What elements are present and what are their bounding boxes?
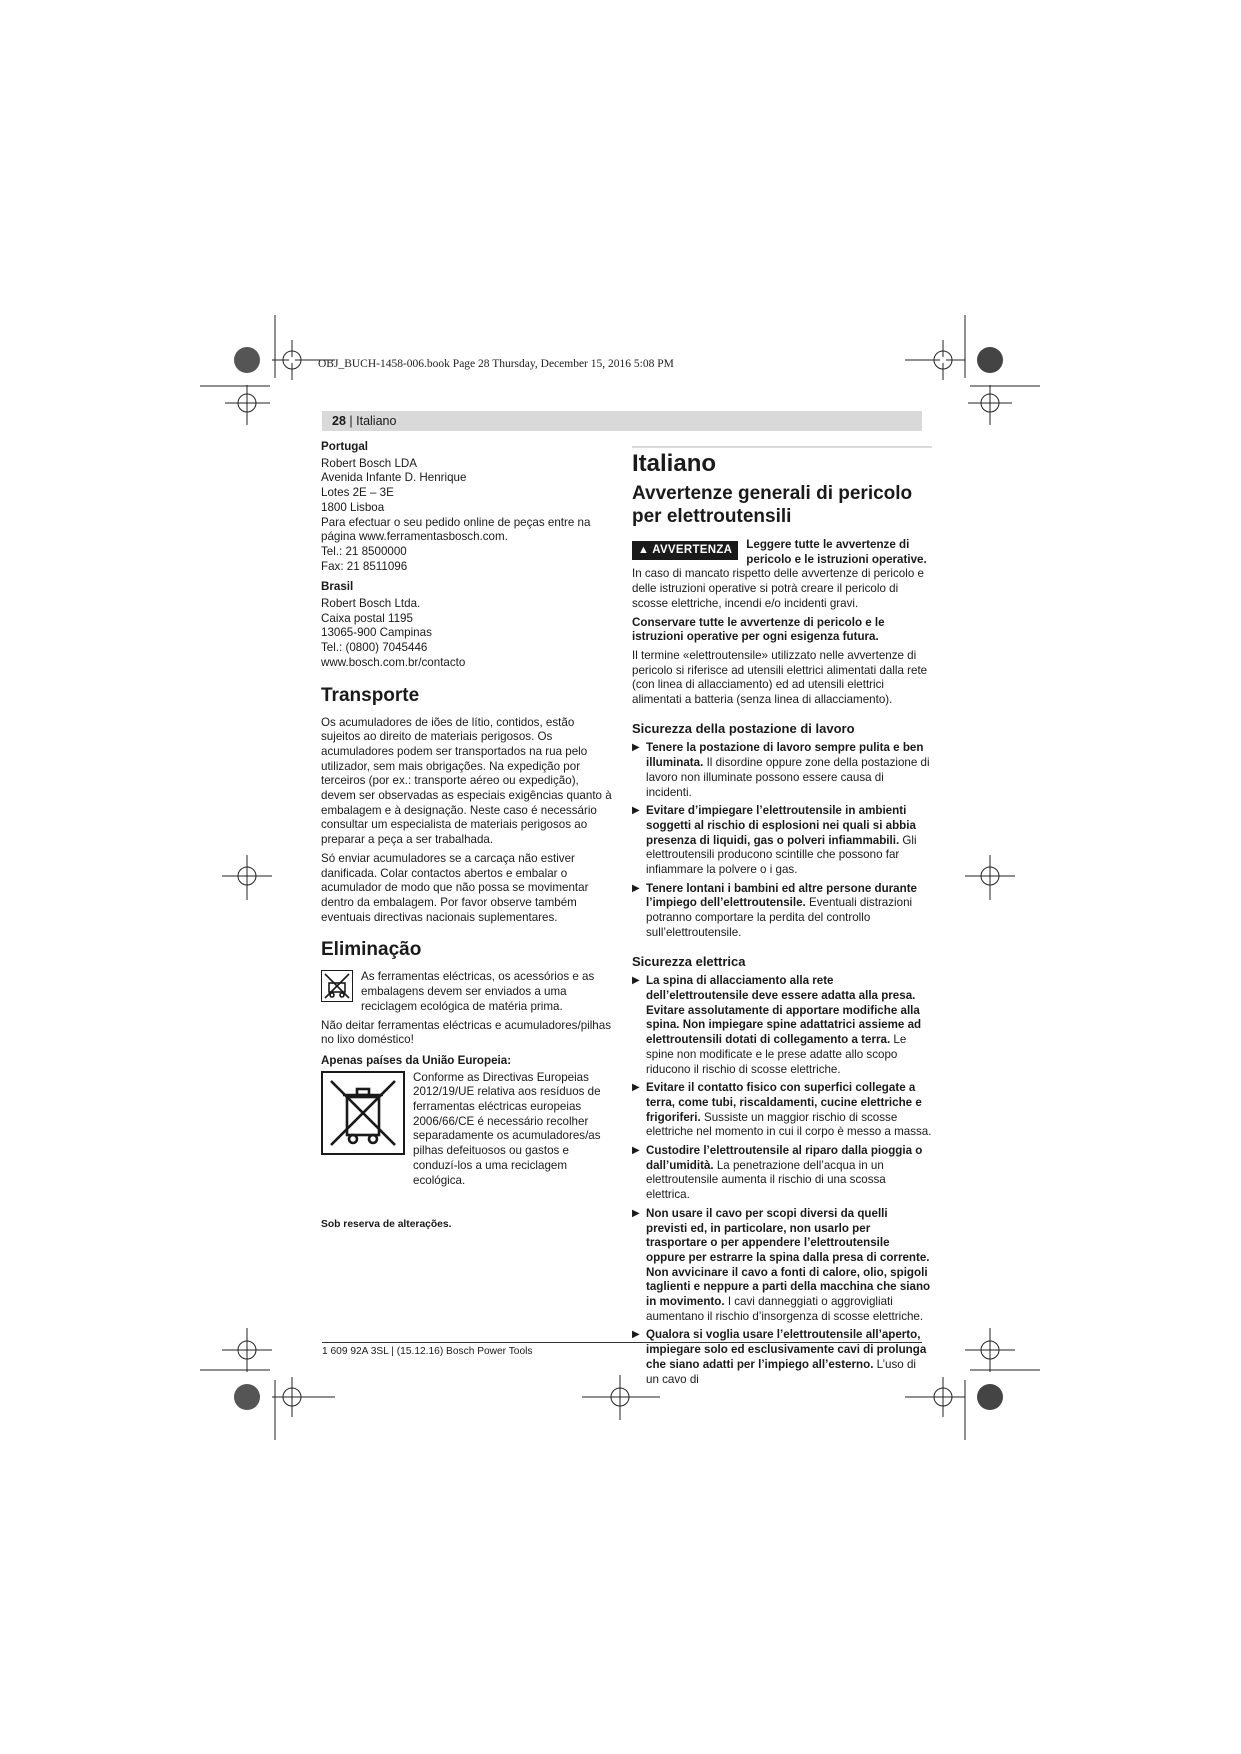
eu-heading: Apenas países da União Europeia: bbox=[321, 1053, 512, 1067]
item-bold: Non usare il cavo per scopi diversi da quelli previsti ed, in particolare, non usarlo per trasportare o per appendere l’elettroutensile oppure per estrarre la spina dalla presa di corrente. Non avvicinare il cavo a fonti di calore, olio, spigoli taglienti e neppure a parti della macchina che siano in movimento. bbox=[646, 1206, 931, 1309]
bullet-arrow-icon: ▶ bbox=[632, 1145, 640, 1157]
bullet-arrow-icon: ▶ bbox=[632, 742, 640, 754]
transporte-heading: Transporte bbox=[321, 684, 420, 706]
address-line: Robert Bosch LDA bbox=[321, 456, 418, 470]
avvertenze-heading: Avvertenze generali di pericolo per elettroutensili bbox=[632, 483, 913, 527]
left-column bbox=[321, 438, 613, 1233]
address-line: Lotes 2E – 3E bbox=[321, 486, 394, 500]
term-definition: Il termine «elettroutensile» utilizzato nelle avvertenze di pericolo si riferisce ad utensili elettrici alimentati dalla rete (con linea di allacciamento) ed ad utensili elettrici alimentati a batteria (senza linea di allacciamento). bbox=[632, 648, 928, 707]
work-area-heading: Sicurezza della postazione di lavoro bbox=[632, 720, 855, 736]
warning-text: In caso di mancato rispetto delle avvertenze di pericolo e delle istruzioni operative si potrà creare il pericolo di scosse elettriche, incendi e/o incidenti gravi. bbox=[632, 567, 924, 610]
eliminacao-paragraph-1: As ferramentas eléctricas, os acessórios e as embalagens devem ser enviados a uma reciclagem ecológica de matéria prima. bbox=[361, 970, 595, 1013]
address-line: www.bosch.com.br/contacto bbox=[321, 655, 466, 669]
page-footer: 1 609 92A 3SL | (15.12.16) Bosch Power Tools bbox=[322, 1346, 533, 1357]
item-bold: Evitare il contatto fisico con superfici collegate a terra, come tubi, riscaldamenti, cucine elettriche e frigoriferi. bbox=[646, 1081, 922, 1124]
eu-paragraph: Conforme as Directivas Europeias 2012/19/UE relativa aos resíduos de ferramentas eléctricas europeias 2006/66/CE é necessário recolher separadamente os acumuladores/as pilhas defeituosos ou gastos e conduzí-los a uma reciclagem ecológica. bbox=[413, 1070, 601, 1187]
bullet-arrow-icon: ▶ bbox=[632, 975, 640, 987]
address-line: Tel.: 21 8500000 bbox=[321, 544, 407, 558]
bullet-arrow-icon: ▶ bbox=[632, 1207, 640, 1219]
address-brasil bbox=[321, 597, 613, 671]
list-item bbox=[632, 804, 932, 878]
warning-triangle-icon: ▲ bbox=[638, 544, 650, 556]
keep-instructions: Conservare tutte le avvertenze di pericolo e le istruzioni operative per ogni esigenza futura. bbox=[632, 615, 885, 644]
address-line: Para efectuar o seu pedido online de peças entre na página www.ferramentasbosch.com. bbox=[321, 515, 591, 544]
list-item bbox=[632, 741, 932, 800]
address-portugal bbox=[321, 457, 613, 575]
item-bold: Evitare d’impiegare l’elettroutensile in ambienti soggetti al rischio di esplosioni nei quali si abbia presenza di liquidi, gas o polveri infiammabili. bbox=[646, 804, 916, 847]
country-brasil: Brasil bbox=[321, 580, 354, 594]
list-item bbox=[632, 1207, 932, 1325]
address-line: 13065-900 Campinas bbox=[321, 626, 432, 640]
bullet-arrow-icon: ▶ bbox=[632, 1329, 640, 1341]
work-area-list bbox=[632, 741, 932, 940]
address-line: Robert Bosch Ltda. bbox=[321, 597, 421, 611]
address-line: 1800 Lisboa bbox=[321, 500, 385, 514]
page-number: 28 bbox=[332, 414, 346, 428]
transporte-paragraph-1: Os acumuladores de iões de lítio, contidos, estão sujeitos ao direito de materiais perigosos. Os acumuladores podem ser transportados na rua pelo utilizador, sem mais obrigações. Na expedição por terceiros (por ex.: transporte aéreo ou expedição), devem ser observadas as especiais exigências quanto à embalagem e à designação. Neste caso é necessário consultar um especialista de materiais perigosos ao preparar a peça a ser trabalhada. bbox=[321, 715, 612, 847]
header-language: Italiano bbox=[356, 414, 397, 428]
section-title: Italiano bbox=[632, 450, 717, 477]
warning-badge-label: AVVERTENZA bbox=[652, 544, 733, 556]
reserva-note: Sob reserva de alterações. bbox=[321, 1219, 452, 1231]
item-bold: Tenere la postazione di lavoro sempre pulita e ben illuminata. bbox=[646, 741, 924, 770]
warning-bold: Leggere tutte le avvertenze di pericolo e le istruzioni operative. bbox=[746, 538, 927, 566]
crossed-bin-icon bbox=[321, 1071, 405, 1155]
item-bold: Custodire l’elettroutensile al riparo dalla pioggia o dall’umidità. bbox=[646, 1144, 923, 1172]
address-line: Caixa postal 1195 bbox=[321, 611, 413, 625]
footer-rule bbox=[322, 1342, 922, 1343]
list-item bbox=[632, 1081, 932, 1140]
item-bold: Qualora si voglia usare l’elettroutensile all’aperto, impiegare solo ed esclusivamente cavi di prolunga che siano adatti per l’impiego all’esterno. bbox=[646, 1328, 927, 1371]
item-text: Le spine non modificate e le prese adatte allo scopo riducono il rischio di scosse elettriche. bbox=[646, 1033, 907, 1076]
electric-heading: Sicurezza elettrica bbox=[632, 953, 746, 969]
electric-list bbox=[632, 974, 932, 1387]
address-line: Fax: 21 8511096 bbox=[321, 559, 408, 573]
item-text: Eventuali distrazioni potranno comportare la perdita del controllo sull’elettroutensile. bbox=[646, 896, 913, 939]
transporte-paragraph-2: Só enviar acumuladores se a carcaça não estiver danificada. Colar contactos abertos e embalar o acumulador de modo que não possa se movimentar dentro da embalagem. Por favor observe também eventuais directivas nacionais suplementares. bbox=[321, 851, 589, 924]
print-info-line: OBJ_BUCH-1458-006.book Page 28 Thursday, December 15, 2016 5:08 PM bbox=[318, 358, 674, 370]
bullet-arrow-icon: ▶ bbox=[632, 882, 640, 894]
page-header bbox=[322, 411, 922, 431]
bullet-arrow-icon: ▶ bbox=[632, 1082, 640, 1094]
warning-block bbox=[632, 538, 932, 612]
eliminacao-paragraph-2: Não deitar ferramentas eléctricas e acumuladores/pilhas no lixo doméstico! bbox=[321, 1018, 611, 1047]
item-text: Il disordine oppure zone della postazione di lavoro non illuminate possono essere causa di incidenti. bbox=[646, 756, 930, 799]
header-separator: | bbox=[349, 414, 357, 428]
right-column bbox=[632, 438, 932, 1391]
address-line: Avenida Infante D. Henrique bbox=[321, 471, 467, 485]
eliminacao-heading: Eliminação bbox=[321, 939, 422, 961]
item-text: L’uso di un cavo di bbox=[646, 1357, 916, 1386]
item-bold: La spina di allacciamento alla rete dell’elettroutensile deve essere adatta alla presa. Evitare assolutamente di apportare modifiche alla spina. Non impiegare spine adattatrici assieme ad elettroutensili dotati di collegamento a terra. bbox=[646, 974, 922, 1047]
item-text: La penetrazione dell’acqua in un elettroutensile aumenta il rischio di una scossa elettrica. bbox=[646, 1158, 886, 1202]
recycle-tool-icon bbox=[321, 970, 353, 1002]
list-item bbox=[632, 1144, 932, 1203]
disposal-row bbox=[321, 970, 613, 1014]
country-portugal: Portugal bbox=[321, 440, 369, 453]
address-line: Tel.: (0800) 7045446 bbox=[321, 641, 428, 655]
list-item bbox=[632, 882, 932, 941]
item-text: I cavi danneggiati o aggrovigliati aumentano il rischio d’insorgenza di scosse elettriche. bbox=[646, 1295, 924, 1323]
item-text: Sussiste un maggior rischio di scosse elettriche nel momento in cui il corpo è messo a massa. bbox=[646, 1110, 932, 1139]
list-item bbox=[632, 974, 932, 1077]
item-bold: Tenere lontani i bambini ed altre persone durante l’impiego dell’elettroutensile. bbox=[646, 881, 918, 910]
bullet-arrow-icon: ▶ bbox=[632, 805, 640, 817]
eu-disposal-row bbox=[321, 1071, 613, 1189]
item-text: Gli elettroutensili producono scintille che possono far infiammare la polvere o i gas. bbox=[646, 833, 917, 877]
title-rule bbox=[632, 446, 932, 448]
warning-badge bbox=[632, 541, 738, 560]
list-item bbox=[632, 1328, 932, 1387]
